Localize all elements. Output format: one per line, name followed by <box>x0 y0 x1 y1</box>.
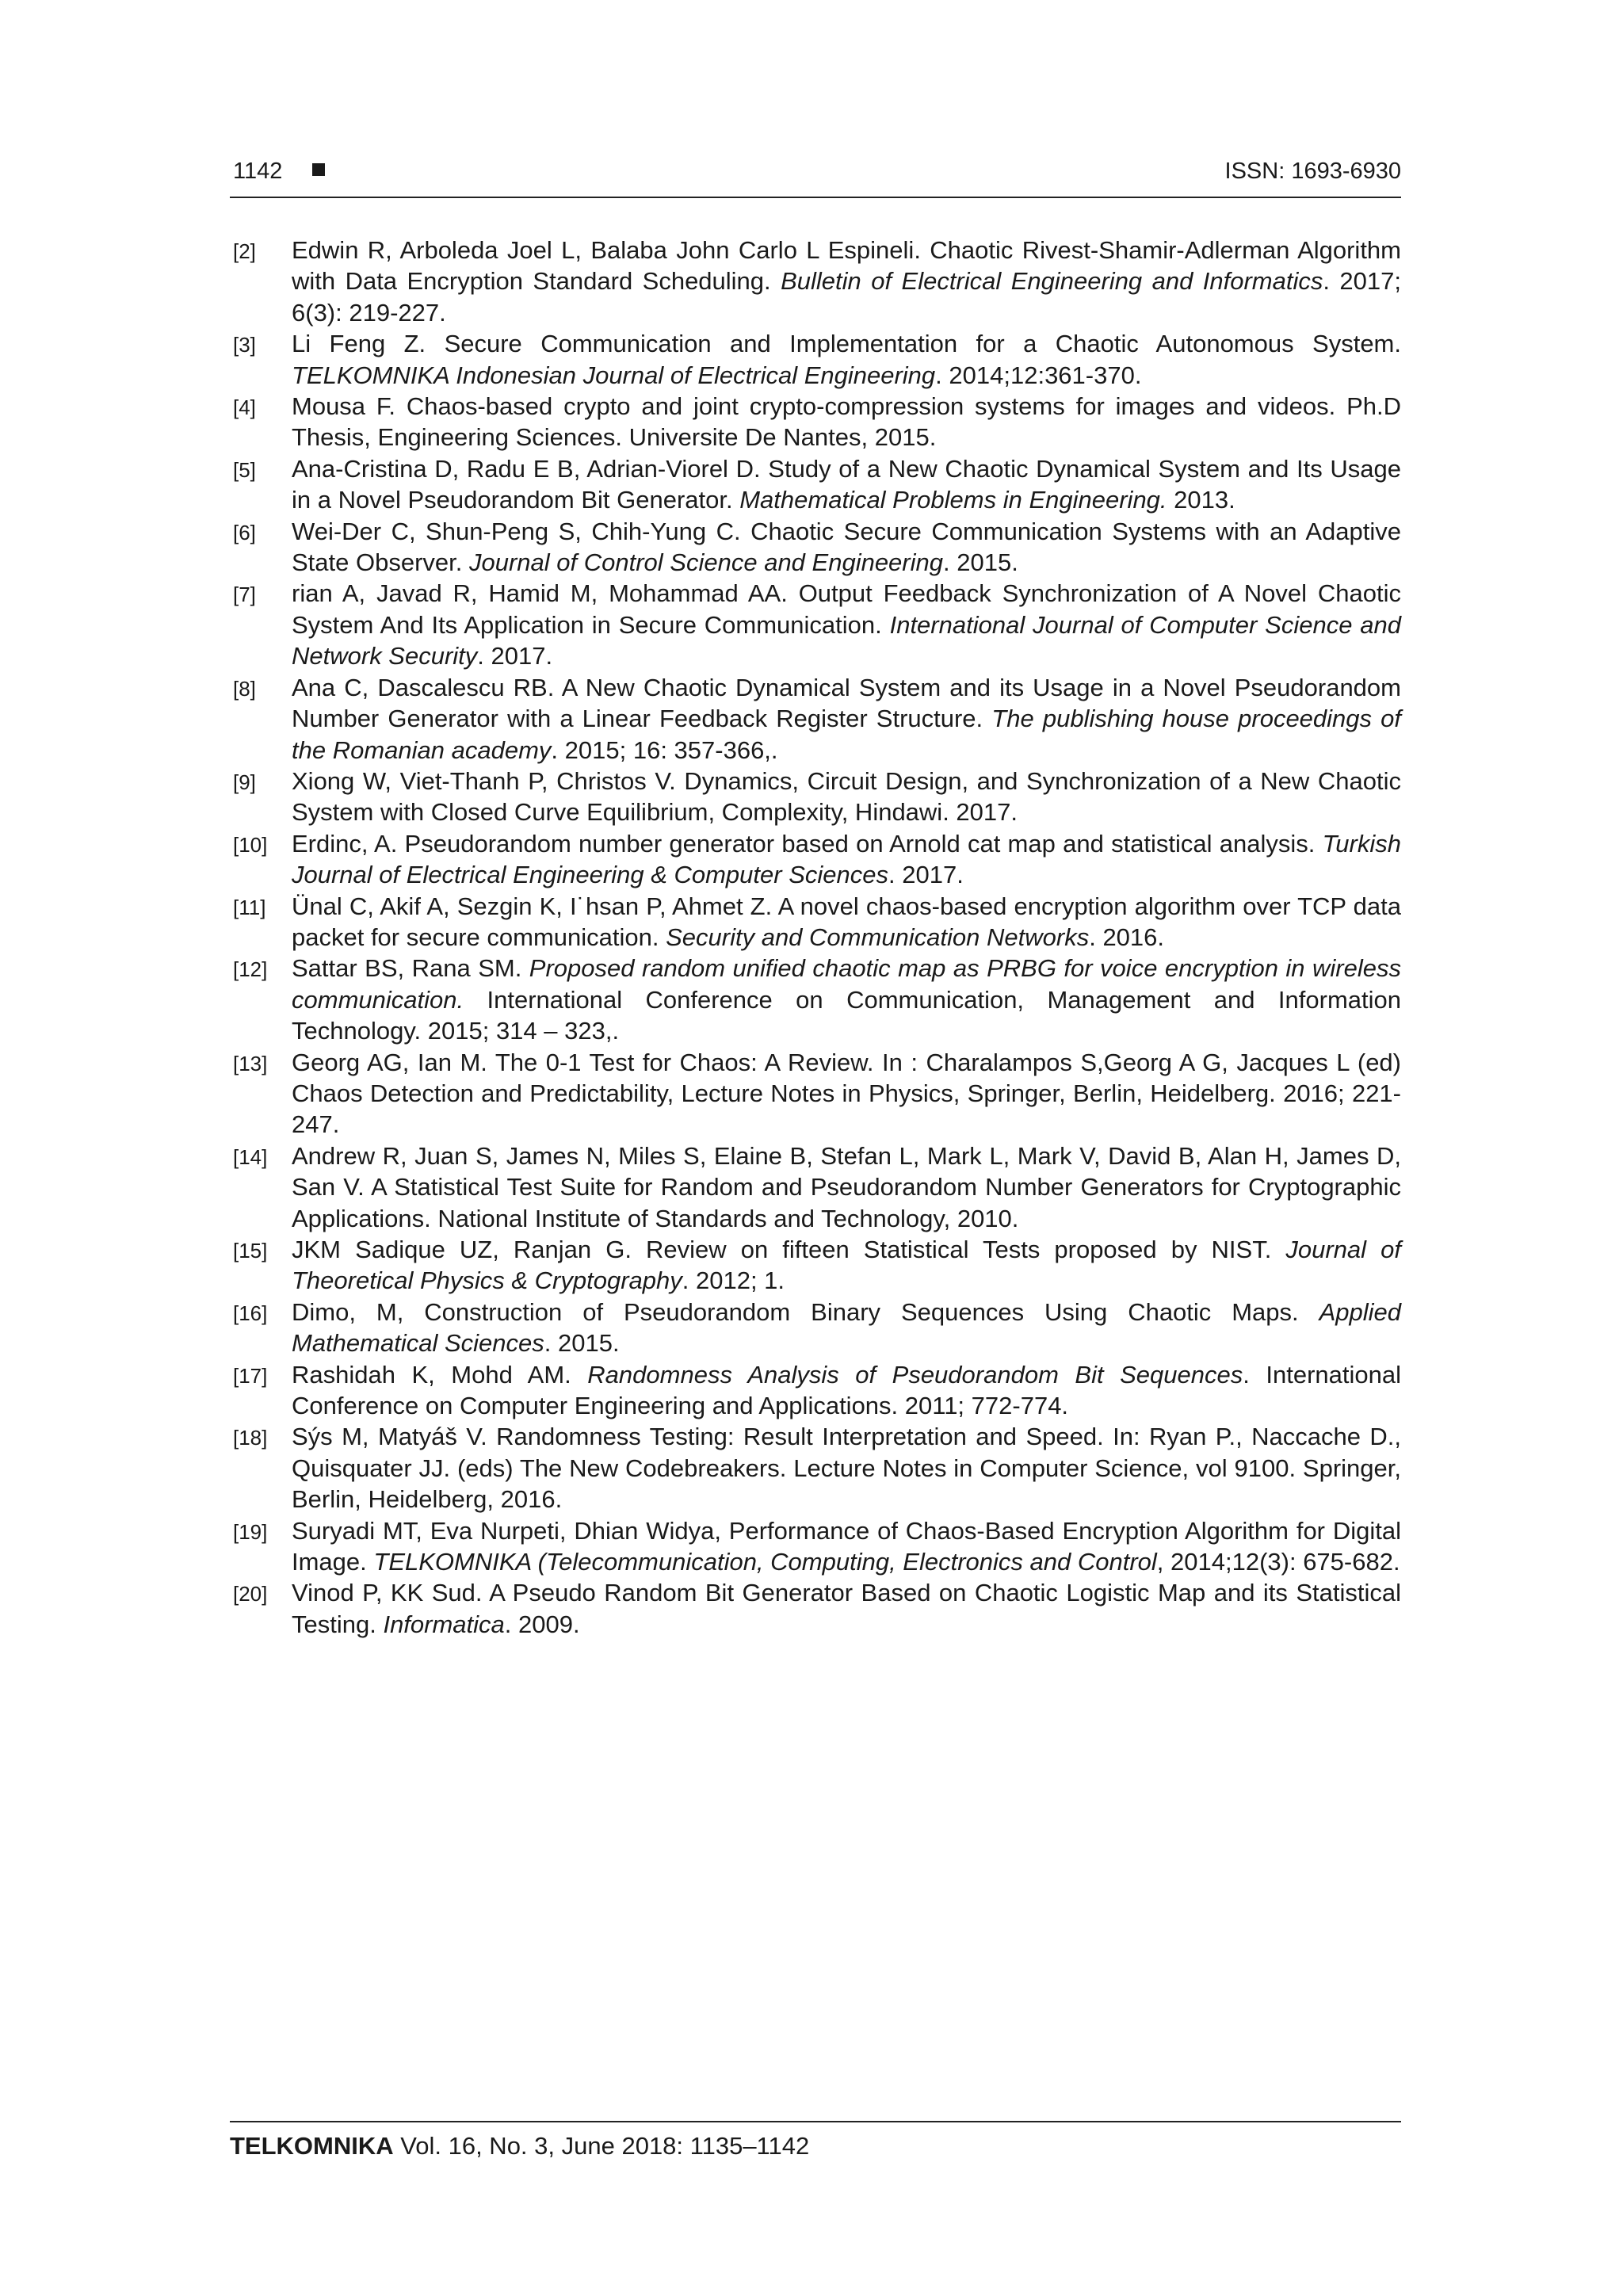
reference-text <box>292 953 1401 1046</box>
reference-text <box>292 1421 1401 1515</box>
reference-number: [3] <box>233 333 256 357</box>
black-square-icon <box>312 163 325 176</box>
reference-segment: Erdinc, A. Pseudorandom number generator based on Arnold cat map and statistical analysis. <box>292 829 1323 858</box>
reference-segment: Suryadi MT, Eva Nurpeti, Dhian Widya, Performance of Chaos-Based Encryption Algorithm for Digital Image. <box>292 1516 1401 1576</box>
reference-number: [6] <box>233 520 256 544</box>
reference-item <box>230 453 1401 516</box>
reference-segment: . 2017. <box>888 861 964 889</box>
reference-number: [17] <box>233 1363 268 1388</box>
reference-item <box>230 578 1401 671</box>
page-number: 1142 <box>233 159 283 184</box>
reference-segment: Andrew R, Juan S, James N, Miles S, Elaine B, Stefan L, Mark L, Mark V, David B, Alan H, James D, San V. A Statistical Test Suite for Random and Pseudorandom Number Generators for Cryptographic Applications. National Institute of Standards and Technology, 2010. <box>292 1141 1401 1232</box>
reference-italic-segment: International Journal of Computer Science and Network Security <box>292 610 1401 670</box>
reference-italic-segment: Proposed random unified chaotic map as PRBG for voice encryption in wireless communication. <box>292 954 1401 1014</box>
reference-item <box>230 1577 1401 1640</box>
reference-number: [9] <box>233 770 256 794</box>
reference-number: [20] <box>233 1582 268 1606</box>
reference-segment: , 2014;12(3): 675-682. <box>1156 1548 1400 1576</box>
reference-segment: . 2015. <box>943 548 1018 577</box>
page-footer <box>230 2121 1401 2162</box>
reference-segment: Vinod P, KK Sud. A Pseudo Random Bit Generator Based on Chaotic Logistic Map and its Statistical Testing. <box>292 1579 1401 1638</box>
reference-text <box>292 672 1401 766</box>
reference-text <box>292 1140 1401 1234</box>
reference-number: [5] <box>233 457 256 482</box>
reference-item <box>230 516 1401 579</box>
reference-item <box>230 1140 1401 1234</box>
reference-number: [15] <box>233 1239 268 1263</box>
reference-text <box>292 891 1401 953</box>
reference-number: [19] <box>233 1519 268 1544</box>
reference-text <box>292 1577 1401 1640</box>
reference-segment: Ana C, Dascalescu RB. A New Chaotic Dynamical System and its Usage in a Novel Pseudorandom Number Generator with a Linear Feedback Register Structure. <box>292 673 1401 733</box>
issn-label: ISSN: 1693-6930 <box>1224 159 1401 184</box>
reference-item <box>230 828 1401 891</box>
reference-text <box>292 1359 1401 1422</box>
reference-segment: Ana-Cristina D, Radu E B, Adrian-Viorel D. Study of a New Chaotic Dynamical System and Its Usage in a Novel Pseudorandom Bit Generator. <box>292 454 1401 514</box>
reference-segment: . 2015. <box>544 1329 620 1358</box>
reference-item <box>230 1234 1401 1297</box>
reference-segment: Sýs M, Matyáš V. Randomness Testing: Result Interpretation and Speed. In: Ryan P., Naccache D., Quisquater JJ. (eds) The New Codebreakers. Lecture Notes in Computer Science, vol 9100. Springer, Berlin, Heidelberg, 2016. <box>292 1423 1401 1514</box>
reference-text <box>292 391 1401 453</box>
reference-segment: . 2014;12:361-370. <box>935 361 1142 389</box>
reference-segment: . 2012; 1. <box>682 1266 785 1295</box>
reference-italic-segment: Mathematical Problems in Engineering. <box>739 486 1167 514</box>
reference-segment: . 2017. <box>477 642 553 670</box>
reference-segment: Ünal C, Akif A, Sezgin K, I˙hsan P, Ahmet Z. A novel chaos-based encryption algorithm over TCP data packet for secure communication. <box>292 892 1401 951</box>
reference-segment: Georg AG, Ian M. The 0-1 Test for Chaos: A Review. In : Charalampos S,Georg A G, Jacques L (ed) Chaos Detection and Predictability, Lecture Notes in Physics, Springer, Berlin, Heidelberg. 2016; 221-247. <box>292 1048 1401 1139</box>
reference-number: [10] <box>233 832 268 857</box>
reference-text <box>292 453 1401 516</box>
reference-number: [12] <box>233 957 268 982</box>
reference-segment: Mousa F. Chaos-based crypto and joint crypto-compression systems for images and videos. Ph.D Thesis, Engineering Sciences. Universite De Nantes, 2015. <box>292 392 1401 452</box>
reference-item <box>230 953 1401 1046</box>
reference-segment: Li Feng Z. Secure Communication and Implementation for a Chaotic Autonomous System. <box>292 330 1401 358</box>
reference-text <box>292 578 1401 671</box>
reference-italic-segment: Applied Mathematical Sciences <box>292 1297 1401 1358</box>
reference-item <box>230 1359 1401 1422</box>
reference-segment: Rashidah K, Mohd AM. <box>292 1360 588 1389</box>
reference-segment: . 2016. <box>1089 923 1165 951</box>
reference-italic-segment: TELKOMNIKA Indonesian Journal of Electrical Engineering <box>292 361 936 389</box>
page-header <box>230 155 1401 198</box>
reference-item <box>230 891 1401 953</box>
reference-text <box>292 828 1401 891</box>
reference-number: [16] <box>233 1301 268 1325</box>
reference-text <box>292 328 1401 391</box>
reference-item <box>230 235 1401 328</box>
reference-text <box>292 1297 1401 1359</box>
reference-segment: Xiong W, Viet-Thanh P, Christos V. Dynamics, Circuit Design, and Synchronization of a New Chaotic System with Closed Curve Equilibrium, Complexity, Hindawi. 2017. <box>292 766 1401 827</box>
reference-number: [13] <box>233 1051 268 1075</box>
reference-italic-segment: Informatica <box>383 1610 505 1638</box>
reference-segment: Dimo, M, Construction of Pseudorandom Binary Sequences Using Chaotic Maps. <box>292 1297 1319 1326</box>
reference-item <box>230 1421 1401 1515</box>
reference-number: [11] <box>233 895 266 919</box>
reference-item <box>230 328 1401 391</box>
reference-italic-segment: Randomness Analysis of Pseudorandom Bit Sequences <box>587 1360 1243 1389</box>
reference-number: [7] <box>233 583 256 607</box>
reference-italic-segment: Journal of Control Science and Engineering <box>469 548 943 577</box>
reference-text <box>292 1234 1401 1297</box>
reference-item <box>230 391 1401 453</box>
reference-item <box>230 1515 1401 1578</box>
reference-segment: . 2015; 16: 357-366,. <box>551 735 778 764</box>
reference-segment: JKM Sadique UZ, Ranjan G. Review on fifteen Statistical Tests proposed by NIST. <box>292 1236 1286 1263</box>
reference-segment: Sattar BS, Rana SM. <box>292 954 529 983</box>
footer-journal-name: TELKOMNIKA <box>230 2132 394 2160</box>
reference-number: [2] <box>233 239 256 263</box>
reference-list <box>230 235 1401 1640</box>
footer-issue-details: Vol. 16, No. 3, June 2018: 1135–1142 <box>400 2132 810 2160</box>
reference-text <box>292 235 1401 328</box>
reference-item <box>230 672 1401 766</box>
reference-italic-segment: Security and Communication Networks <box>666 923 1090 951</box>
reference-item <box>230 1297 1401 1359</box>
reference-segment: International Conference on Communication, Management and Information Technology. 2015; 314 – 323,. <box>292 985 1401 1045</box>
reference-number: [8] <box>233 676 256 701</box>
reference-italic-segment: Journal of Theoretical Physics & Cryptography <box>292 1236 1401 1295</box>
reference-item <box>230 766 1401 828</box>
reference-italic-segment: TELKOMNIKA (Telecommunication, Computing, Electronics and Control <box>373 1548 1157 1576</box>
reference-number: [4] <box>233 395 256 420</box>
reference-segment: . 2017; 6(3): 219-227. <box>292 267 1402 327</box>
reference-text <box>292 1515 1401 1578</box>
reference-segment: . International Conference on Computer Engineering and Applications. 2011; 772-774. <box>292 1360 1401 1420</box>
reference-segment: Wei-Der C, Shun-Peng S, Chih-Yung C. Chaotic Secure Communication Systems with an Adaptive State Observer. <box>292 517 1401 577</box>
reference-number: [14] <box>233 1144 268 1169</box>
reference-segment: Edwin R, Arboleda Joel L, Balaba John Carlo L Espineli. Chaotic Rivest-Shamir-Adlerman Algorithm with Data Encryption Standard Scheduling. <box>292 236 1401 296</box>
reference-italic-segment: The publishing house proceedings of the Romanian academy <box>292 705 1402 764</box>
reference-segment: rian A, Javad R, Hamid M, Mohammad AA. Output Feedback Synchronization of A Novel Chaotic System And Its Application in Secure Communication. <box>292 579 1401 639</box>
reference-text <box>292 516 1401 579</box>
reference-segment: 2013. <box>1167 486 1235 514</box>
reference-italic-segment: Bulletin of Electrical Engineering and Informatics <box>781 267 1323 296</box>
reference-text <box>292 766 1401 828</box>
reference-italic-segment: Turkish Journal of Electrical Engineering & Computer Sciences <box>292 829 1401 889</box>
reference-item <box>230 1047 1401 1140</box>
reference-segment: . 2009. <box>504 1610 580 1638</box>
reference-number: [18] <box>233 1426 268 1450</box>
reference-text <box>292 1047 1401 1140</box>
